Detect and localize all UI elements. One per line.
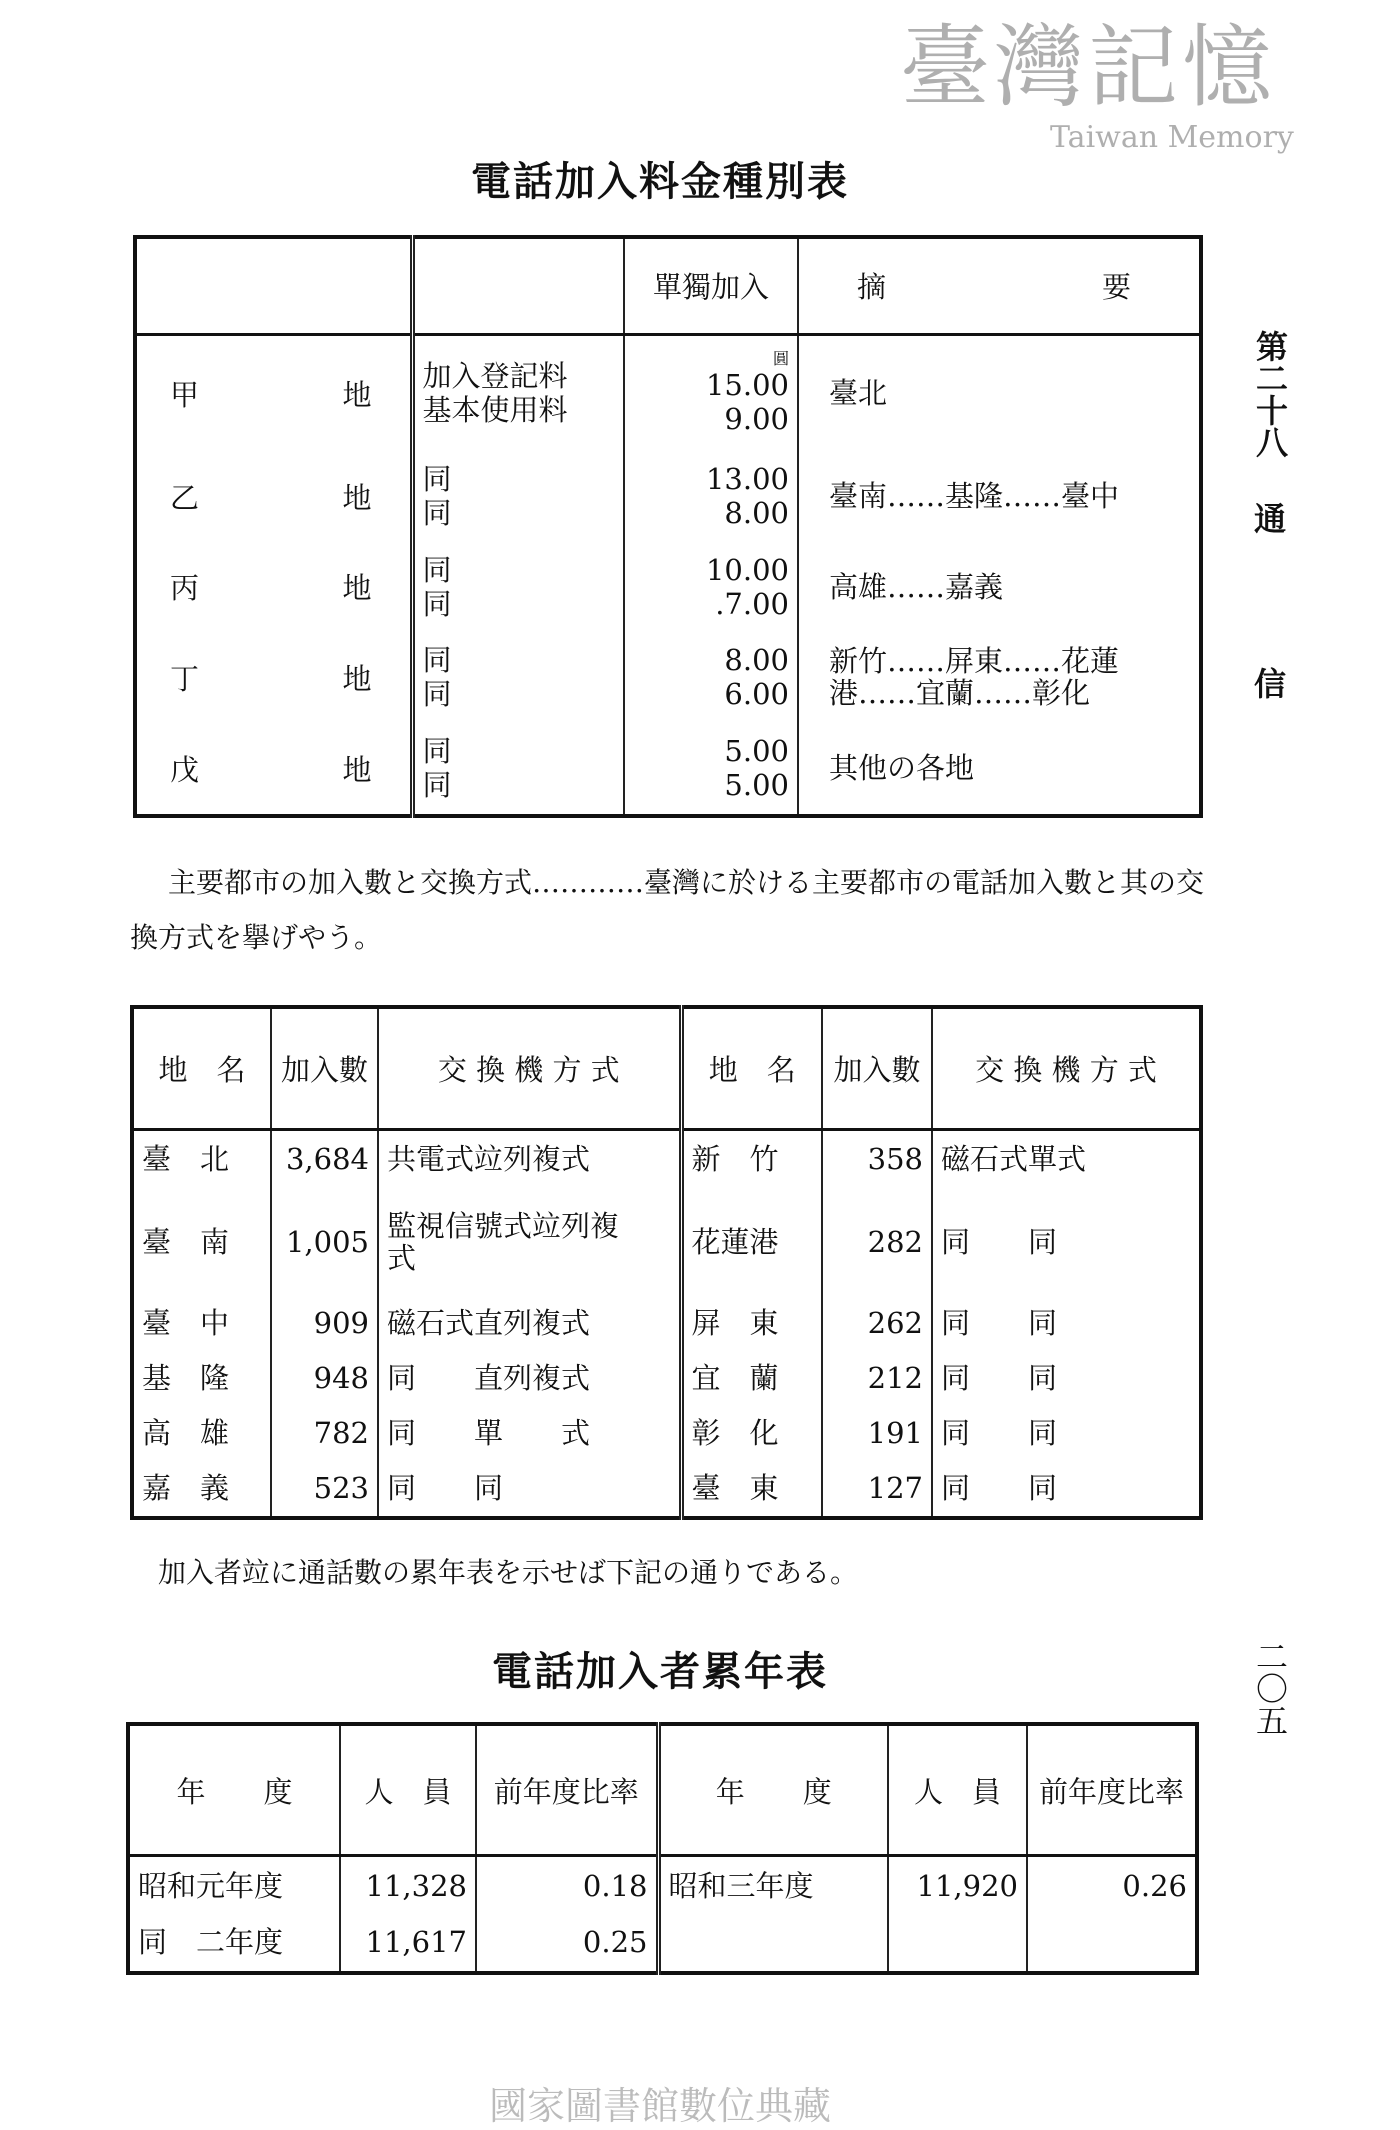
table3-title: 電話加入者累年表 bbox=[492, 1648, 828, 1695]
grade-suffix: 地 bbox=[342, 480, 372, 515]
chapter-label bbox=[1250, 330, 1290, 463]
table-cell: 昭和元年度 bbox=[138, 1868, 284, 1903]
table-cell: 同 二年度 bbox=[138, 1925, 284, 1960]
grade-cell bbox=[135, 632, 412, 723]
item: 加入登記料 bbox=[422, 359, 568, 394]
table-cell: 監視信號式竝列複 式 bbox=[378, 1187, 681, 1296]
header-note-2: 要 bbox=[1101, 270, 1131, 305]
table-cell: 臺 東 bbox=[681, 1460, 822, 1518]
paragraph-yearly: 加入者竝に通話數の累年表を示せば下記の通りである。 bbox=[158, 1556, 859, 1589]
value-cell bbox=[624, 723, 798, 816]
table-cell: 臺 北 bbox=[142, 1142, 230, 1177]
watermark-cn: 臺灣記憶 bbox=[900, 15, 1276, 120]
note-cell: 臺南……基隆……臺中 bbox=[798, 451, 1201, 542]
watermark-en: Taiwan Memory bbox=[1050, 120, 1294, 155]
note-cell: 高雄……嘉義 bbox=[798, 541, 1201, 632]
table-cell bbox=[1027, 1914, 1197, 1973]
table-cell: 花蓮港 bbox=[681, 1187, 822, 1296]
grade-suffix: 地 bbox=[342, 377, 372, 412]
table-cell: 高 雄 bbox=[142, 1415, 230, 1450]
item: 同 bbox=[422, 677, 452, 712]
table-row bbox=[135, 632, 1201, 723]
table-cell: 3,684 bbox=[271, 1130, 378, 1187]
chapter-text: 第二十八 bbox=[1251, 330, 1289, 458]
value-cell bbox=[624, 334, 798, 451]
table-cell: 127 bbox=[822, 1460, 932, 1518]
table-cell: 共電式竝列複式 bbox=[378, 1130, 681, 1187]
table-cell: 11,617 bbox=[340, 1914, 476, 1973]
section-label-1: 通 bbox=[1253, 500, 1286, 538]
item: 同 bbox=[422, 552, 452, 587]
paragraph-intro: 主要都市の加入數と交換方式…………臺灣に於ける主要都市の電話加入數と其の交換方式を擧げやう。 bbox=[130, 866, 1205, 954]
table-cell bbox=[658, 1914, 888, 1973]
column-header: 人 員 bbox=[888, 1724, 1027, 1856]
table-row bbox=[135, 451, 1201, 542]
table-header bbox=[132, 1007, 1201, 1130]
column-header: 前年度比率 bbox=[476, 1724, 658, 1856]
item: 同 bbox=[422, 462, 452, 497]
header-single: 單獨加入 bbox=[624, 237, 798, 334]
table-cell: 同 同 bbox=[932, 1460, 1201, 1518]
header-item bbox=[412, 237, 624, 334]
table-cell: 昭和三年度 bbox=[658, 1856, 888, 1914]
table-row bbox=[132, 1187, 1201, 1296]
value: 8.00 bbox=[724, 643, 789, 678]
column-header: 地 名 bbox=[132, 1007, 271, 1130]
grade-suffix: 地 bbox=[342, 752, 372, 787]
item: 同 bbox=[422, 734, 452, 769]
table-cell: 782 bbox=[271, 1405, 378, 1460]
table-cell: 磁石式單式 bbox=[932, 1130, 1201, 1187]
column-header: 人 員 bbox=[340, 1724, 476, 1856]
value: 5.00 bbox=[724, 768, 789, 803]
value: 15.00 bbox=[705, 368, 789, 403]
value-cell bbox=[624, 632, 798, 723]
table-cell: 嘉 義 bbox=[142, 1470, 230, 1505]
table-cell: 212 bbox=[822, 1351, 932, 1406]
table-header bbox=[128, 1724, 1197, 1856]
item: 同 bbox=[422, 768, 452, 803]
table-cell: 11,328 bbox=[340, 1856, 476, 1914]
grade: 丙 bbox=[170, 571, 200, 606]
table-cell: 同 直列複式 bbox=[378, 1351, 681, 1406]
value: 8.00 bbox=[724, 496, 789, 531]
table-cell: 523 bbox=[271, 1460, 378, 1518]
grade-suffix: 地 bbox=[342, 661, 372, 696]
grade: 戊 bbox=[170, 752, 200, 787]
table-cell: 0.25 bbox=[476, 1914, 658, 1973]
column-header: 加入數 bbox=[271, 1007, 378, 1130]
table-cell: 358 bbox=[822, 1130, 932, 1187]
column-header: 交 換 機 方 式 bbox=[378, 1007, 681, 1130]
column-header: 地 名 bbox=[681, 1007, 822, 1130]
watermark bbox=[900, 15, 1294, 156]
table-cell: 191 bbox=[822, 1405, 932, 1460]
header-note bbox=[798, 237, 1201, 334]
table-cell: 909 bbox=[271, 1296, 378, 1351]
table-cell: 同 同 bbox=[378, 1460, 681, 1518]
item-cell bbox=[412, 334, 624, 451]
grade-suffix: 地 bbox=[342, 571, 372, 606]
value: 9.00 bbox=[724, 402, 789, 437]
note-cell: 臺北 bbox=[798, 334, 1201, 451]
header-grade bbox=[135, 237, 412, 334]
table-row bbox=[132, 1460, 1201, 1518]
table-cell: 彰 化 bbox=[681, 1405, 822, 1460]
value: 10.00 bbox=[705, 552, 789, 587]
item: 同 bbox=[422, 586, 452, 621]
table-cell: 282 bbox=[822, 1187, 932, 1296]
grade-cell bbox=[135, 541, 412, 632]
item-cell bbox=[412, 451, 624, 542]
value: .7.00 bbox=[715, 586, 789, 621]
grade-cell bbox=[135, 451, 412, 542]
item: 基本使用料 bbox=[422, 393, 568, 428]
table-cell: 基 隆 bbox=[142, 1361, 230, 1396]
value-cell bbox=[624, 451, 798, 542]
grade: 乙 bbox=[170, 480, 200, 515]
table-cell: 同 同 bbox=[932, 1187, 1201, 1296]
grade-cell bbox=[135, 334, 412, 451]
item: 同 bbox=[422, 496, 452, 531]
table-cell: 1,005 bbox=[271, 1187, 378, 1296]
column-header: 前年度比率 bbox=[1027, 1724, 1197, 1856]
column-header: 交 換 機 方 式 bbox=[932, 1007, 1201, 1130]
table-cell: 磁石式直列複式 bbox=[378, 1296, 681, 1351]
table-cell: 262 bbox=[822, 1296, 932, 1351]
item-cell bbox=[412, 541, 624, 632]
table-row bbox=[128, 1914, 1197, 1973]
table-row bbox=[135, 723, 1201, 816]
table-cell: 948 bbox=[271, 1351, 378, 1406]
header-note-1: 摘 bbox=[857, 270, 887, 305]
table-row bbox=[132, 1130, 1201, 1187]
section-label-2: 信 bbox=[1253, 665, 1286, 703]
table-row bbox=[132, 1351, 1201, 1406]
grade: 丁 bbox=[170, 661, 200, 696]
note-cell: 其他の各地 bbox=[798, 723, 1201, 816]
item: 同 bbox=[422, 643, 452, 678]
table-cell: 同 單 式 bbox=[378, 1405, 681, 1460]
table-cell: 同 同 bbox=[932, 1351, 1201, 1406]
page-number-text: 二〇五 bbox=[1251, 1640, 1289, 1736]
fee-table bbox=[133, 235, 1203, 818]
table-cell: 11,920 bbox=[888, 1856, 1027, 1914]
value: 6.00 bbox=[724, 677, 789, 712]
grade-cell bbox=[135, 723, 412, 816]
table-cell: 0.18 bbox=[476, 1856, 658, 1914]
table-cell: 新 竹 bbox=[681, 1130, 822, 1187]
unit: 圓 bbox=[772, 349, 789, 369]
table-cell: 宜 蘭 bbox=[681, 1351, 822, 1406]
table-cell: 0.26 bbox=[1027, 1856, 1197, 1914]
item-cell bbox=[412, 723, 624, 816]
value: 5.00 bbox=[724, 734, 789, 769]
item-cell bbox=[412, 632, 624, 723]
table-row bbox=[135, 541, 1201, 632]
column-header: 加入數 bbox=[822, 1007, 932, 1130]
table-row bbox=[135, 334, 1201, 451]
page-number bbox=[1250, 1640, 1290, 1744]
value: 13.00 bbox=[705, 462, 789, 497]
note-cell: 新竹……屏東……花蓮港……宜蘭……彰化 bbox=[798, 632, 1201, 723]
table-header bbox=[135, 237, 1201, 334]
table-row bbox=[128, 1856, 1197, 1914]
table-row bbox=[132, 1296, 1201, 1351]
yearly-table bbox=[126, 1722, 1199, 1975]
table-cell: 臺 南 bbox=[142, 1224, 230, 1259]
table-cell: 同 同 bbox=[932, 1405, 1201, 1460]
column-header: 年 度 bbox=[658, 1724, 888, 1856]
subscriber-table bbox=[130, 1005, 1203, 1520]
table-cell: 臺 中 bbox=[142, 1306, 230, 1341]
column-header: 年 度 bbox=[128, 1724, 340, 1856]
value-cell bbox=[624, 541, 798, 632]
table1-title: 電話加入料金種別表 bbox=[471, 158, 849, 205]
table-cell: 同 同 bbox=[932, 1296, 1201, 1351]
table-cell: 屏 東 bbox=[681, 1296, 822, 1351]
footer-credit: 國家圖書館數位典藏 bbox=[488, 2084, 831, 2128]
table-cell bbox=[888, 1914, 1027, 1973]
grade: 甲 bbox=[170, 377, 200, 412]
table-row bbox=[132, 1405, 1201, 1460]
